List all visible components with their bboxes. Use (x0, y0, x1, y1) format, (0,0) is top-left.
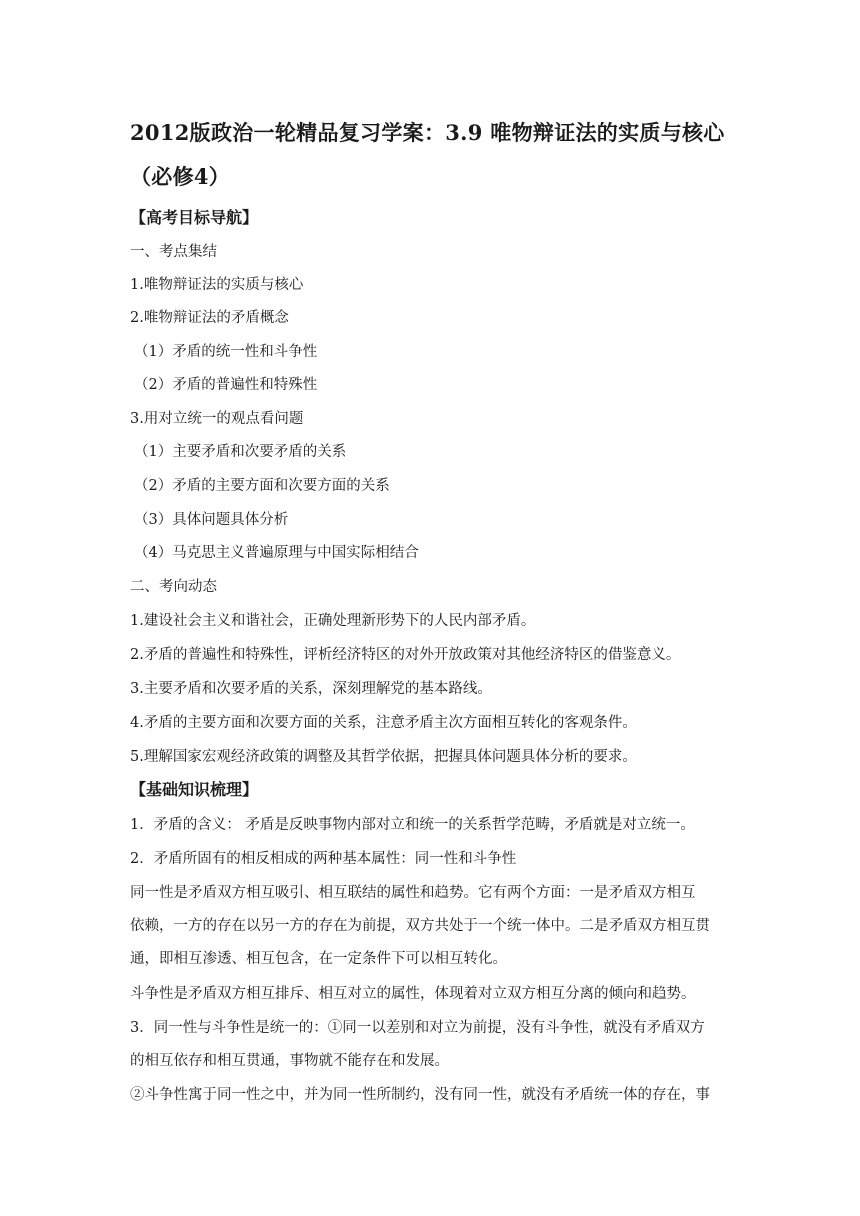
subheading-exam-trends: 二、考向动态 (130, 579, 217, 595)
trend-item: 1.建设社会主义和谐社会，正确处理新形势下的人民内部矛盾。 (130, 613, 536, 629)
paragraph-line: 2．矛盾所固有的相反相成的两种基本属性：同一性和斗争性 (130, 851, 517, 867)
paragraph-line: 斗争性是矛盾双方相互排斥、相互对立的属性，体现着对立双方相互分离的倾向和趋势。 (130, 986, 696, 1002)
list-item: 1.唯物辩证法的实质与核心 (130, 277, 304, 293)
list-item: 2.唯物辩证法的矛盾概念 (130, 310, 289, 326)
doc-title-line2: （必修4） (130, 164, 231, 189)
list-item: （4）马克思主义普遍原理与中国实际相结合 (134, 545, 419, 561)
subheading-key-points: 一、考点集结 (130, 244, 217, 260)
list-item: （1）主要矛盾和次要矛盾的关系 (134, 444, 347, 460)
list-item: （2）矛盾的主要方面和次要方面的关系 (134, 478, 390, 494)
paragraph-line: 通，即相互渗透、相互包含，在一定条件下可以相互转化。 (130, 951, 507, 967)
trend-item: 3.主要矛盾和次要矛盾的关系，深刻理解党的基本路线。 (130, 681, 492, 697)
section-heading-basic-knowledge: 【基础知识梳理】 (130, 780, 259, 799)
paragraph-line: 依赖，一方的存在以另一方的存在为前提，双方共处于一个统一体中。二是矛盾双方相互贯 (130, 918, 710, 934)
list-item: （2）矛盾的普遍性和特殊性 (134, 377, 318, 393)
trend-item: 4.矛盾的主要方面和次要方面的关系，注意矛盾主次方面相互转化的客观条件。 (130, 715, 637, 731)
list-item: 3.用对立统一的观点看问题 (130, 411, 304, 427)
paragraph-line: 3．同一性与斗争性是统一的：①同一以差别和对立为前提，没有斗争性，就没有矛盾双方 (130, 1020, 705, 1036)
paragraph-line: 同一性是矛盾双方相互吸引、相互联结的属性和趋势。它有两个方面：一是矛盾双方相互 (130, 885, 696, 901)
list-item: （1）矛盾的统一性和斗争性 (134, 344, 318, 360)
list-item: （3）具体问题具体分析 (134, 512, 289, 528)
trend-item: 5.理解国家宏观经济政策的调整及其哲学依据，把握具体问题具体分析的要求。 (130, 749, 637, 765)
paragraph-line: ②斗争性寓于同一性之中，并为同一性所制约，没有同一性，就没有矛盾统一体的存在，事 (130, 1087, 710, 1103)
doc-title-line1: 2012版政治一轮精品复习学案：3.9 唯物辩证法的实质与核心 (130, 120, 725, 145)
paragraph-line: 的相互依存和相互贯通，事物就不能存在和发展。 (130, 1053, 449, 1069)
trend-item: 2.矛盾的普遍性和特殊性，评析经济特区的对外开放政策对其他经济特区的借鉴意义。 (130, 647, 681, 663)
section-heading-exam-goals: 【高考目标导航】 (130, 208, 259, 227)
paragraph-line: 1．矛盾的含义： 矛盾是反映事物内部对立和统一的关系哲学范畴，矛盾就是对立统一。 (130, 817, 695, 833)
